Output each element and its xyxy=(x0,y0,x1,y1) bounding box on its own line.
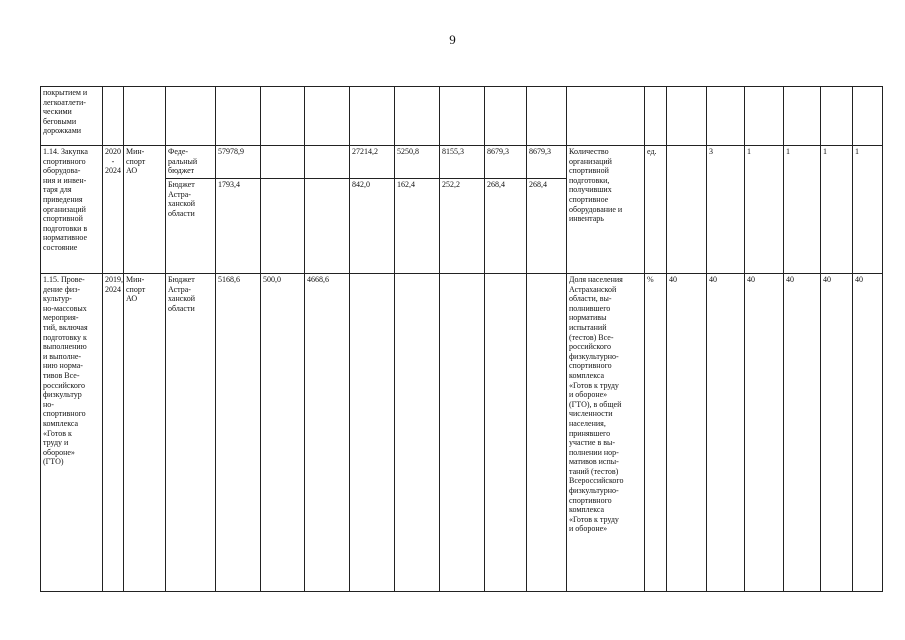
cell-text-line: но- xyxy=(43,399,54,409)
funding-source-cell xyxy=(166,179,216,274)
cell-text-line: испытаний xyxy=(569,322,607,332)
cell-text-line: легкоатлети- xyxy=(43,97,86,107)
table-row-1-15 xyxy=(41,274,883,592)
table-row-1-14-federal xyxy=(41,146,883,179)
cell-text-line: (ГТО) xyxy=(43,457,64,467)
cell-text-line: комплекса xyxy=(43,418,79,428)
cell-text-line: тий, включая xyxy=(43,322,88,332)
cell-text-line: физкультурно- xyxy=(569,351,619,361)
measure-name-cell xyxy=(41,87,103,146)
amount-total: 5168,6 xyxy=(216,274,261,592)
amount-2021: 27214,2 xyxy=(350,146,395,179)
target-value: 3 xyxy=(707,146,745,274)
amount-2025: 268,4 xyxy=(527,179,567,274)
amount-2020: 4668,6 xyxy=(305,274,350,592)
cell-text-line: полнившего xyxy=(569,303,611,313)
unit-cell: ед. xyxy=(645,146,667,274)
cell-text-line: Бюджет xyxy=(168,180,195,189)
cell-text-line: оборудование и xyxy=(569,204,623,214)
cell-text-line: - xyxy=(111,156,115,166)
cell-text-line: организаций xyxy=(43,204,86,214)
amount-2019 xyxy=(261,146,305,179)
cell-text-line: населения, xyxy=(569,418,606,428)
cell-text-line: Количество xyxy=(569,147,609,156)
cell-text-line: 1.14. Закупка xyxy=(43,147,88,156)
amount-2022 xyxy=(395,274,440,592)
target-value: 40 xyxy=(784,274,821,592)
cell-text-line: российского xyxy=(43,380,85,390)
amount-2021 xyxy=(350,274,395,592)
measure-name-cell xyxy=(41,274,103,592)
cell-text-line: принявшего xyxy=(569,428,611,438)
cell-text-line: мативов испы- xyxy=(569,457,619,467)
cell-text-line: 2020 xyxy=(105,147,121,156)
cell-text-line: спортивное xyxy=(569,194,609,204)
amount-2019: 500,0 xyxy=(261,274,305,592)
cell-text-line: Доля населения xyxy=(569,275,623,284)
amount-2022: 162,4 xyxy=(395,179,440,274)
cell-text-line: АО xyxy=(126,166,138,176)
cell-text-line: спортивного xyxy=(569,495,612,505)
amount-2020 xyxy=(305,179,350,274)
period-cell xyxy=(103,274,124,592)
amount-2024 xyxy=(485,274,527,592)
target-value: 40 xyxy=(667,274,707,592)
cell-text-line: нию норма- xyxy=(43,361,83,371)
cell-text-line: физкультур xyxy=(43,390,82,400)
cell-text-line: Астра- xyxy=(168,189,191,199)
program-table xyxy=(40,86,883,592)
amount-2019 xyxy=(261,179,305,274)
cell-text-line: ханской xyxy=(168,294,196,304)
cell-text-line: подготовки, xyxy=(569,175,610,185)
amount-total: 1793,4 xyxy=(216,179,261,274)
cell-text-line: Бюджет xyxy=(168,275,195,284)
cell-text-line: спортивного xyxy=(43,409,86,419)
amount-total: 57978,9 xyxy=(216,146,261,179)
cell-text-line: численности xyxy=(569,409,613,419)
cell-text-line: таний (тестов) xyxy=(569,466,619,476)
cell-text-line: тивов Все- xyxy=(43,370,80,380)
cell-text-line: спорт xyxy=(126,284,146,294)
cell-text-line: Всероссийского xyxy=(569,476,624,486)
executor-cell xyxy=(124,274,166,592)
cell-text-line: культур- xyxy=(43,294,72,304)
target-value: 1 xyxy=(821,146,853,274)
cell-text-line: дение физ- xyxy=(43,284,81,294)
indicator-cell xyxy=(567,274,645,592)
cell-text-line: и обороне» xyxy=(569,390,608,400)
cell-text-line: Мин- xyxy=(126,147,145,156)
cell-text-line: АО xyxy=(126,294,138,304)
cell-text-line: ния и инвен- xyxy=(43,175,87,185)
cell-text-line: физкультурно- xyxy=(569,486,619,496)
target-value: 40 xyxy=(821,274,853,592)
cell-text-line: получивших xyxy=(569,185,612,195)
cell-text-line: Мин- xyxy=(126,275,145,284)
cell-text-line: «Готов к труду xyxy=(569,380,619,390)
target-value: 1 xyxy=(853,146,883,274)
cell-text-line: и выполне- xyxy=(43,351,82,361)
cell-text-line: области, вы- xyxy=(569,294,612,304)
cell-text-line: «Готов к труду xyxy=(569,514,619,524)
cell-text-line: таря для xyxy=(43,185,72,195)
amount-2024: 8679,3 xyxy=(485,146,527,179)
measure-name-cell xyxy=(41,146,103,274)
cell-text-line: спортивного xyxy=(43,156,86,166)
cell-text-line: 1.15. Прове- xyxy=(43,275,85,284)
cell-text-line: организаций xyxy=(569,156,612,166)
cell-text-line: дорожками xyxy=(43,126,82,136)
cell-text-line: труду и xyxy=(43,438,69,448)
indicator-cell xyxy=(567,146,645,274)
funding-source-cell xyxy=(166,146,216,179)
cell-text-line: (тестов) Все- xyxy=(569,332,614,342)
table-row-continuation xyxy=(41,87,883,146)
cell-text-line: покрытием и xyxy=(43,88,88,97)
amount-2023 xyxy=(440,274,485,592)
target-value: 40 xyxy=(853,274,883,592)
target-value: 40 xyxy=(707,274,745,592)
funding-source-cell xyxy=(166,274,216,592)
cell-text-line: и обороне» xyxy=(569,524,608,534)
cell-text-line: спортивного xyxy=(569,361,612,371)
cell-text-line: 2024 xyxy=(105,284,121,294)
cell-text-line: беговыми xyxy=(43,116,77,126)
cell-text-line: участие в вы- xyxy=(569,438,616,448)
cell-text-line: (ГТО), в общей xyxy=(569,399,622,409)
cell-text-line: нормативы xyxy=(569,313,607,323)
amount-2024: 268,4 xyxy=(485,179,527,274)
executor-cell xyxy=(124,146,166,274)
cell-text-line: 2024 xyxy=(105,166,121,176)
target-value: 40 xyxy=(745,274,784,592)
cell-text-line: бюджет xyxy=(168,166,195,176)
unit-cell: % xyxy=(645,274,667,592)
cell-text-line: Астра- xyxy=(168,284,191,294)
cell-text-line: спортивной xyxy=(43,214,83,224)
cell-text-line: выполнению xyxy=(43,342,87,352)
cell-text-line: мероприя- xyxy=(43,313,79,323)
cell-text-line: подготовку к xyxy=(43,332,87,342)
cell-text-line: спортивной xyxy=(569,166,609,176)
amount-2023: 252,2 xyxy=(440,179,485,274)
cell-text-line: российского xyxy=(569,342,611,352)
cell-text-line: приведения xyxy=(43,194,83,204)
cell-text-line: области xyxy=(168,303,195,313)
target-value xyxy=(667,146,707,274)
target-value: 1 xyxy=(784,146,821,274)
amount-2020 xyxy=(305,146,350,179)
period-cell xyxy=(103,146,124,274)
cell-text-line: ческими xyxy=(43,107,72,117)
cell-text-line: состояние xyxy=(43,242,78,252)
cell-text-line: полнении нор- xyxy=(569,447,619,457)
amount-2023: 8155,3 xyxy=(440,146,485,179)
cell-text-line: ральный xyxy=(168,156,198,166)
amount-2022: 5250,8 xyxy=(395,146,440,179)
cell-text-line: Астраханской xyxy=(569,284,617,294)
cell-text-line: ханской xyxy=(168,199,196,209)
cell-text-line: комплекса xyxy=(569,505,605,515)
amount-2021: 842,0 xyxy=(350,179,395,274)
cell-text-line: «Готов к xyxy=(43,428,72,438)
amount-2025 xyxy=(527,274,567,592)
cell-text-line: инвентарь xyxy=(569,214,604,224)
cell-text-line: но-массовых xyxy=(43,303,87,313)
cell-text-line: комплекса xyxy=(569,370,605,380)
page-number: 9 xyxy=(449,32,456,47)
cell-text-line: 2019, xyxy=(105,275,123,284)
cell-text-line: нормативное xyxy=(43,233,87,243)
amount-2025: 8679,3 xyxy=(527,146,567,179)
cell-text-line: оборудова- xyxy=(43,166,81,176)
cell-text-line: подготовки в xyxy=(43,223,88,233)
cell-text-line: Феде- xyxy=(168,147,189,156)
cell-text-line: обороне» xyxy=(43,447,75,457)
cell-text-line: спорт xyxy=(126,156,146,166)
cell-text-line: области xyxy=(168,208,195,218)
target-value: 1 xyxy=(745,146,784,274)
